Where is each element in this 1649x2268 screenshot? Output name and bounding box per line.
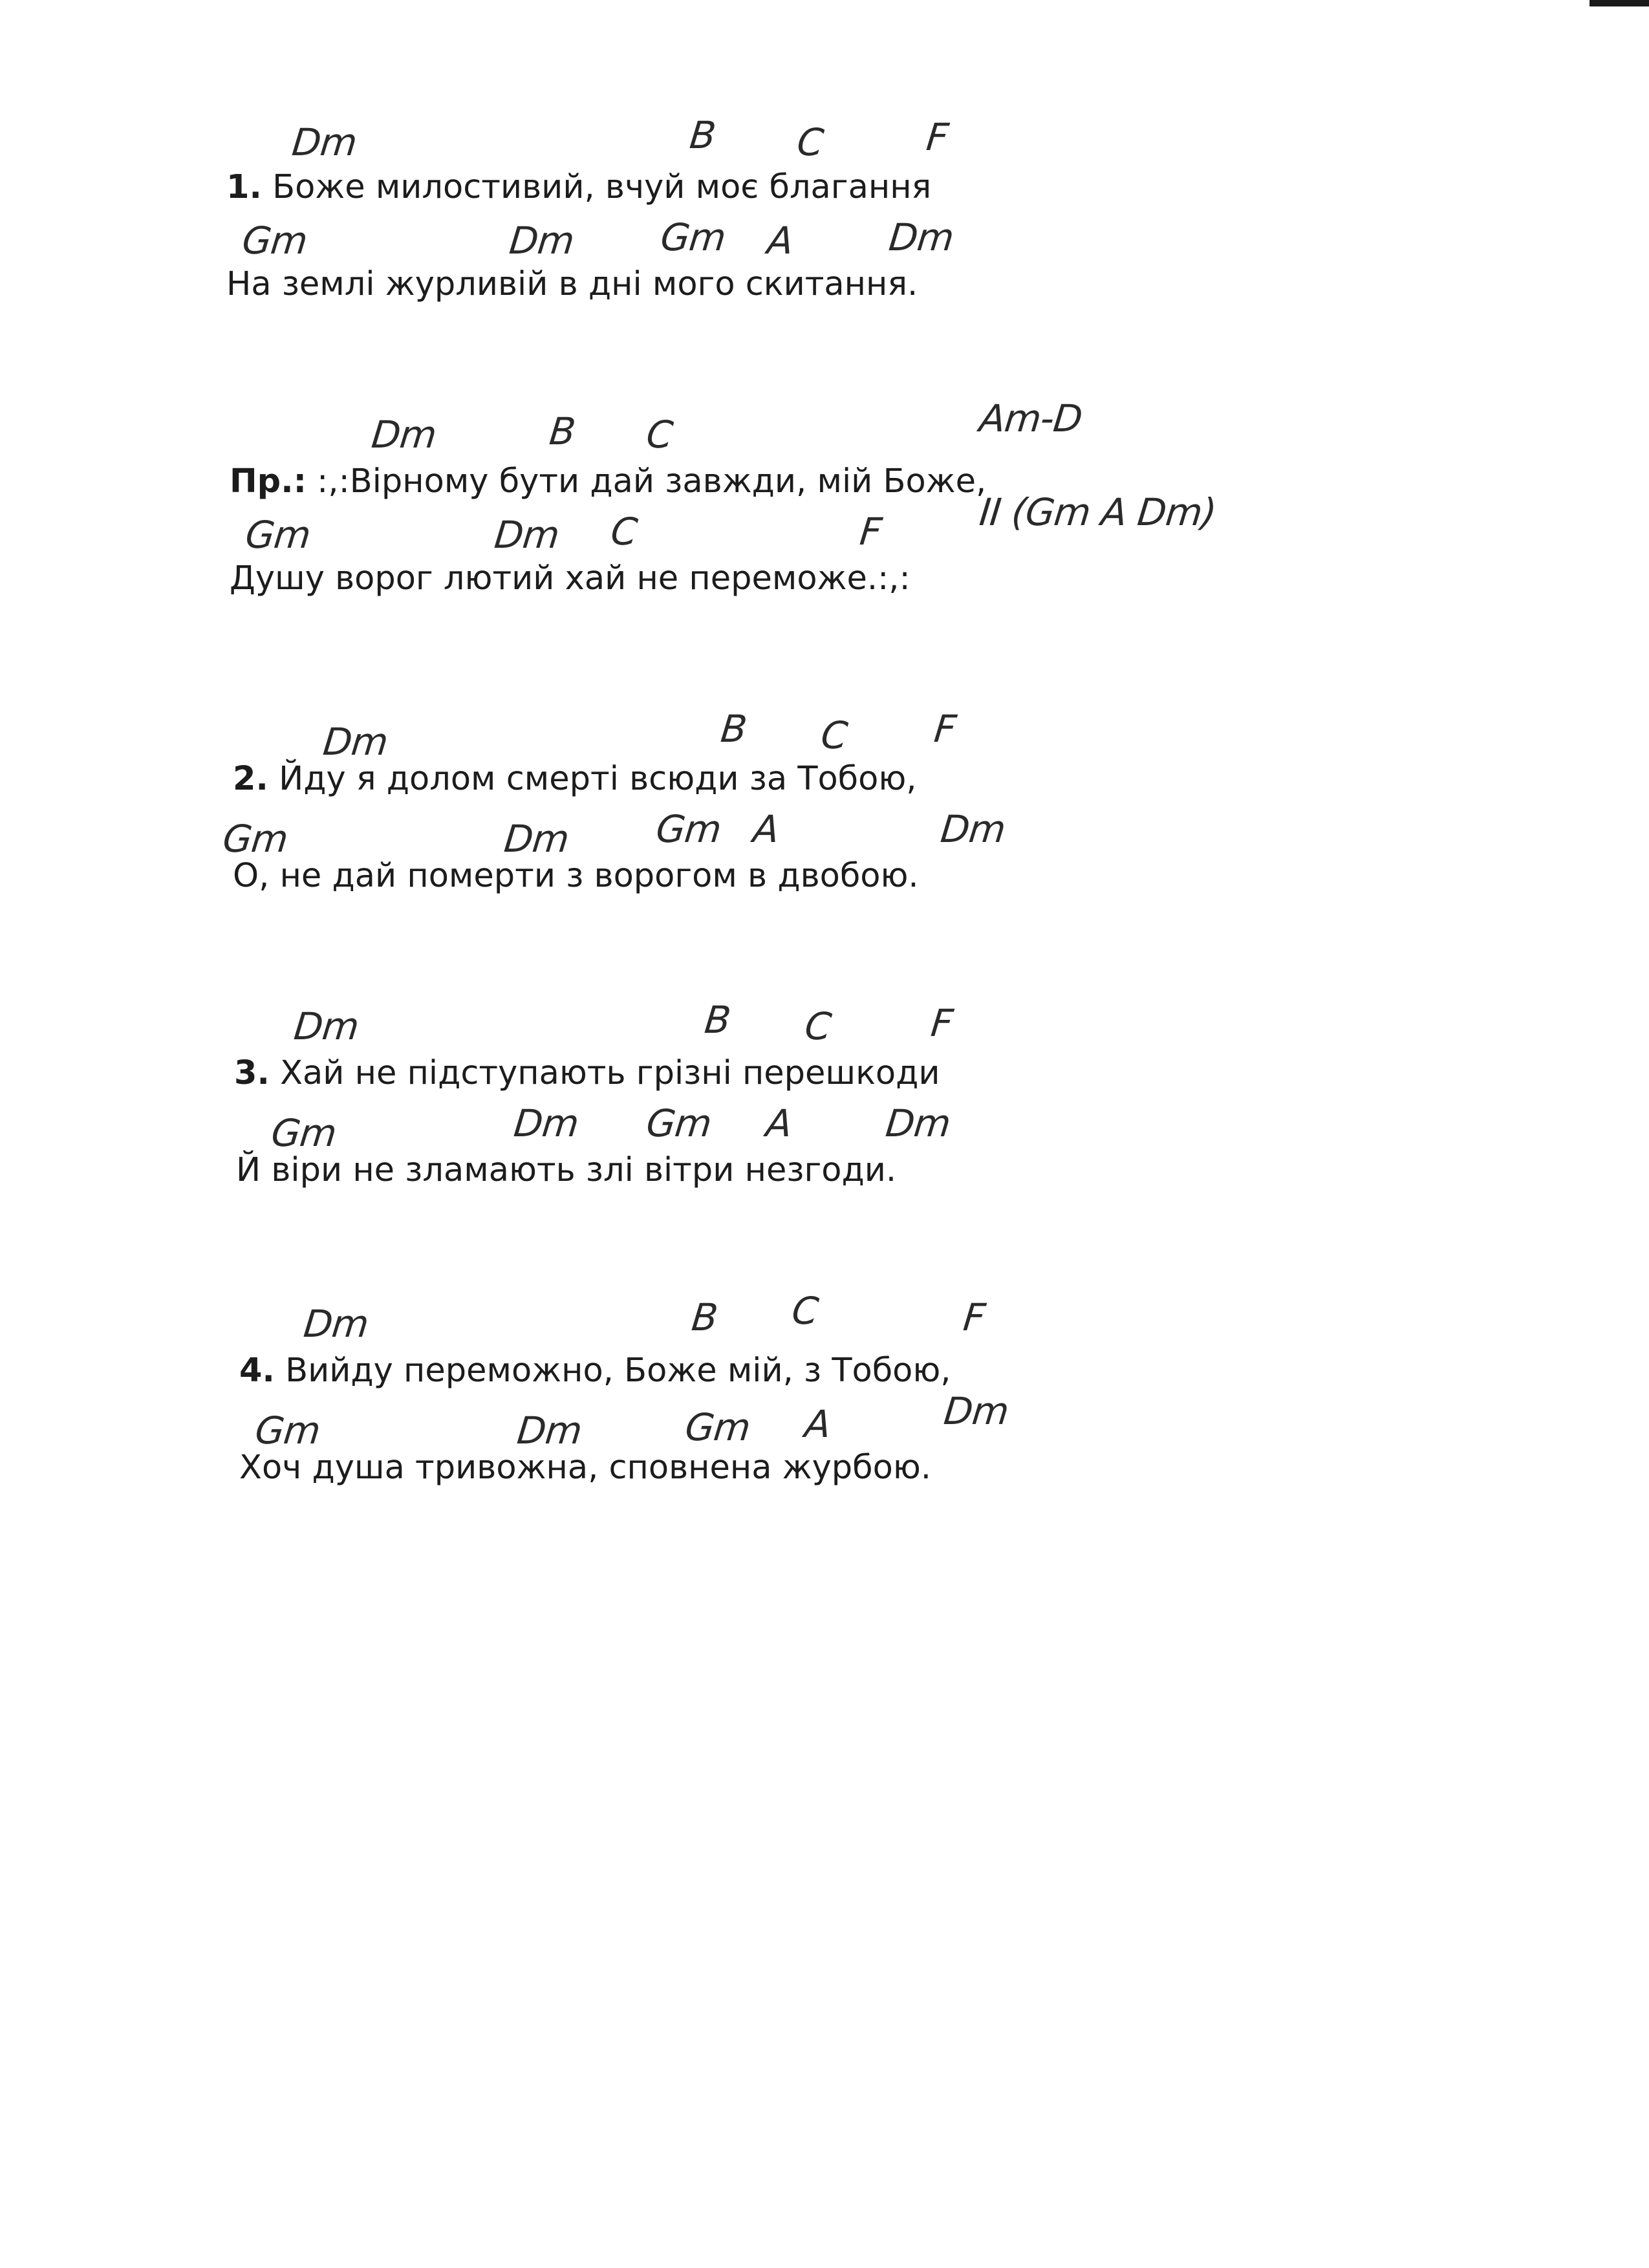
chord: A (803, 1402, 833, 1446)
chord: B (689, 1295, 720, 1339)
chord: Gm (221, 817, 290, 861)
lyric-text: :,:Вірному бути дай завжди, мій Боже, (306, 462, 987, 501)
scan-edge-mark (1590, 0, 1649, 6)
chord: Dm (883, 1101, 953, 1145)
lyric-text: Вийду переможно, Боже мій, з Тобою, (285, 1352, 951, 1390)
chord: C (609, 510, 640, 554)
chord: Dm (512, 1101, 581, 1145)
verse-1-line-1 (226, 168, 931, 207)
chord: Gm (683, 1405, 753, 1449)
chord: Gm (658, 215, 728, 259)
verse-3-line-1 (234, 1054, 940, 1093)
chord: B (687, 113, 718, 157)
chord: C (644, 413, 675, 457)
verse-number: 4. (239, 1352, 275, 1390)
chord: Dm (502, 817, 571, 861)
chord: Gm (654, 807, 724, 851)
chord: C (790, 1289, 821, 1333)
lyric-text: Хай не підступають грізні перешкоди (280, 1054, 940, 1092)
chord: Gm (240, 219, 310, 263)
verse-3-line-2: Й віри не зламають злі вітри незгоди. (236, 1151, 897, 1189)
chord: Dm (369, 413, 438, 457)
chorus-label: Пр.: (230, 462, 307, 501)
verse-4-line-1 (239, 1352, 951, 1390)
chord: Gm (644, 1101, 714, 1145)
chord: Dm (515, 1409, 584, 1453)
chord: Gm (243, 513, 313, 557)
verse-1-line-2: На землі журливій в дні мого скитання. (226, 265, 918, 303)
chord: A (751, 807, 781, 851)
chord: B (702, 998, 733, 1042)
chorus-line-1 (230, 462, 986, 501)
chord: C (795, 120, 826, 164)
chord: Dm (887, 215, 956, 259)
chord: Dm (290, 120, 359, 164)
chord: B (547, 409, 577, 453)
chord: F (924, 115, 950, 159)
chord: F (857, 510, 883, 554)
lyric-text: Йду я долом смерті всюди за Тобою, (279, 760, 917, 798)
chord: Dm (507, 219, 576, 263)
lyric-text: Боже милостивий, вчуй моє благання (272, 168, 932, 206)
verse-2-line-1 (233, 760, 916, 799)
chord: F (961, 1295, 987, 1339)
verse-number: 2. (233, 760, 268, 798)
chord: B (718, 707, 749, 751)
verse-4-line-2: Хоч душа тривожна, сповнена журбою. (239, 1449, 931, 1487)
chord: A (765, 219, 795, 263)
verse-2-line-2: О, не дай померти з ворогом в двобою. (233, 857, 919, 895)
chord: F (929, 1001, 954, 1045)
chord: Gm (253, 1409, 323, 1453)
chord: C (819, 713, 850, 757)
chord: Dm (938, 807, 1008, 851)
chord: Dm (292, 1004, 361, 1048)
chord: C (803, 1004, 834, 1048)
chord: Dm (321, 720, 390, 764)
chorus-line-2: Душу ворог лютий хай не переможе.:,: (230, 559, 911, 598)
chord: II (Gm A Dm) (977, 490, 1218, 534)
chord: F (932, 707, 958, 751)
chord: Dm (492, 513, 561, 557)
chord: A (764, 1101, 794, 1145)
chord: Dm (942, 1389, 1011, 1433)
chord: Gm (269, 1111, 339, 1155)
chord: Dm (301, 1302, 371, 1346)
verse-number: 1. (226, 168, 262, 206)
verse-number: 3. (234, 1054, 270, 1092)
chord: Am-D (977, 396, 1084, 440)
